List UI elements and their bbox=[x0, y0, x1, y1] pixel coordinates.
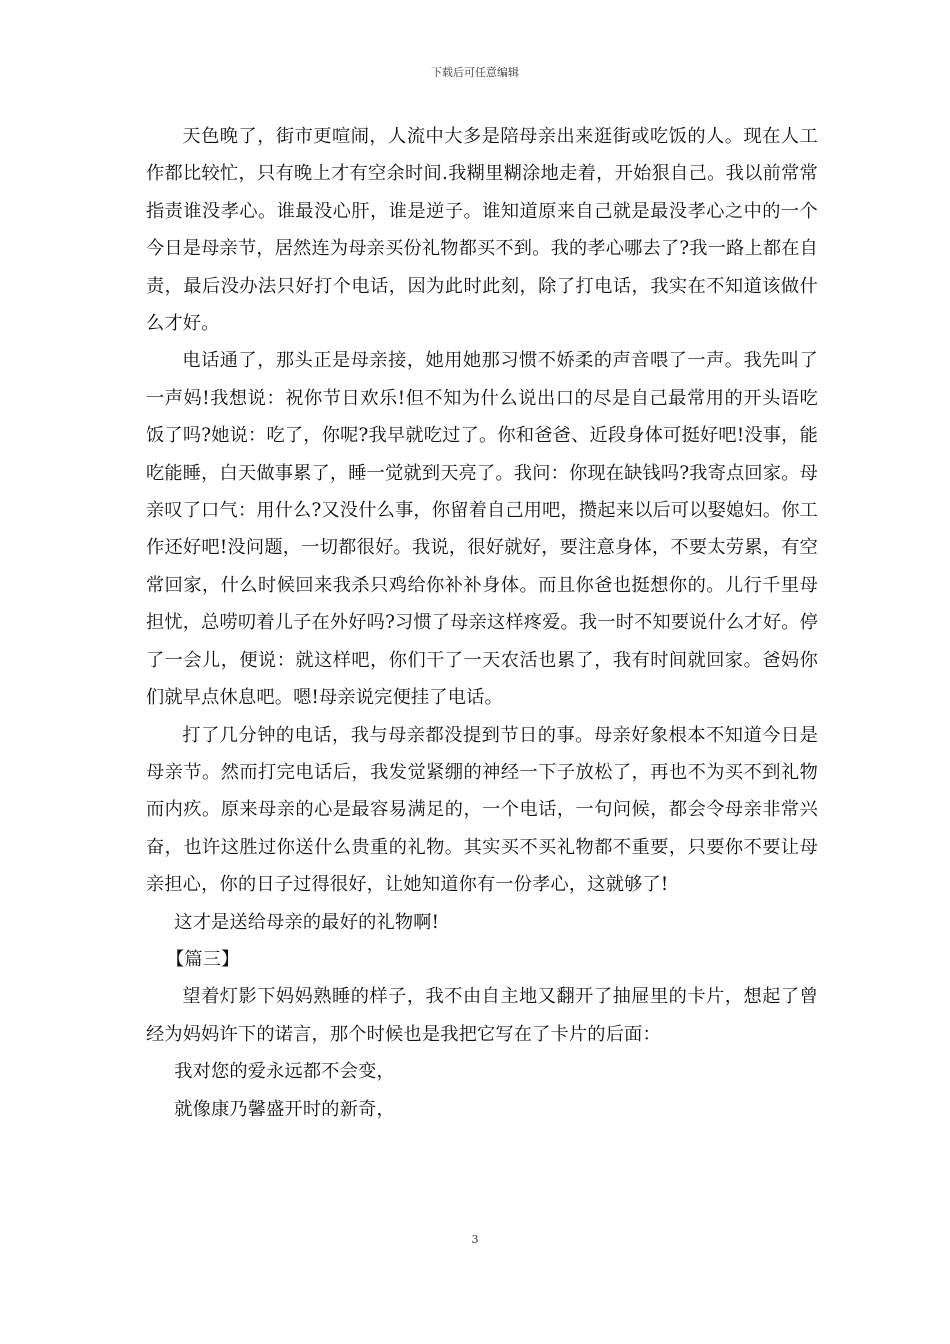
section-heading: 【篇三】 bbox=[166, 948, 240, 970]
poem-line-2: 就像康乃馨盛开时的新奇， bbox=[174, 1098, 395, 1120]
paragraph-5: 望着灯影下妈妈熟睡的样子，我不由自主地又翻开了抽屉里的卡片，想起了曾经为妈妈许下的诺言，那个时候也是我把它写在了卡片的后面： bbox=[146, 986, 818, 1045]
paragraph-4: 这才是送给母亲的最好的礼物啊! bbox=[174, 911, 440, 933]
paragraph-3: 打了几分钟的电话，我与母亲都没提到节日的事。母亲好象根本不知道今日是母亲节。然而打完电话后，我发觉紧绷的神经一下子放松了，再也不为买不到礼物而内疚。原来母亲的心是最容易满足的，一个电话，一句问候，都会令母亲非常兴奋，也许这胜过你送什么贵重的礼物。其实买不买礼物都不重要，只要你不要让母亲担心，你的日子过得很好，让她知道你有一份孝心，这就够了! bbox=[146, 724, 818, 896]
document-body bbox=[146, 118, 818, 1128]
paragraph-2: 电话通了，那头正是母亲接，她用她那习惯不娇柔的声音喂了一声。我先叫了一声妈!我想说：祝你节日欢乐!但不知为什么说出口的尽是自己最常用的开头语吃饭了吗?她说：吃了，你呢?我早就吃过了。你和爸爸、近段身体可挺好吧!没事，能吃能睡，白天做事累了，睡一觉就到天亮了。我问：你现在缺钱吗?我寄点回家。母亲叹了口气：用什么?又没什么事，你留着自己用吧，攒起来以后可以娶媳妇。你工作还好吧!没问题，一切都很好。我说，很好就好，要注意身体，不要太劳累，有空常回家，什么时候回来我杀只鸡给你补补身体。而且你爸也挺想你的。儿行千里母担忧，总唠叨着儿子在外好吗?习惯了母亲这样疼爱。我一时不知要说什么才好。停了一会儿，便说：就这样吧，你们干了一天农活也累了，我有时间就回家。爸妈你们就早点休息吧。嗯!母亲说完便挂了电话。 bbox=[146, 350, 818, 709]
page-header: 下载后可任意编辑 bbox=[431, 66, 519, 79]
poem-line-1: 我对您的爱永远都不会变， bbox=[174, 1061, 395, 1083]
paragraph-1: 天色晚了，街市更喧闹，人流中大多是陪母亲出来逛街或吃饭的人。现在人工作都比较忙，只有晚上才有空余时间.我糊里糊涂地走着，开始狠自己。我以前常常指责谁没孝心。谁最没心肝，谁是逆子。谁知道原来自己就是最没孝心之中的一个今日是母亲节，居然连为母亲买份礼物都买不到。我的孝心哪去了?我一路上都在自责，最后没办法只好打个电话，因为此时此刻，除了打电话，我实在不知道该做什么才好。 bbox=[146, 126, 818, 335]
page-number: 3 bbox=[471, 1233, 479, 1246]
